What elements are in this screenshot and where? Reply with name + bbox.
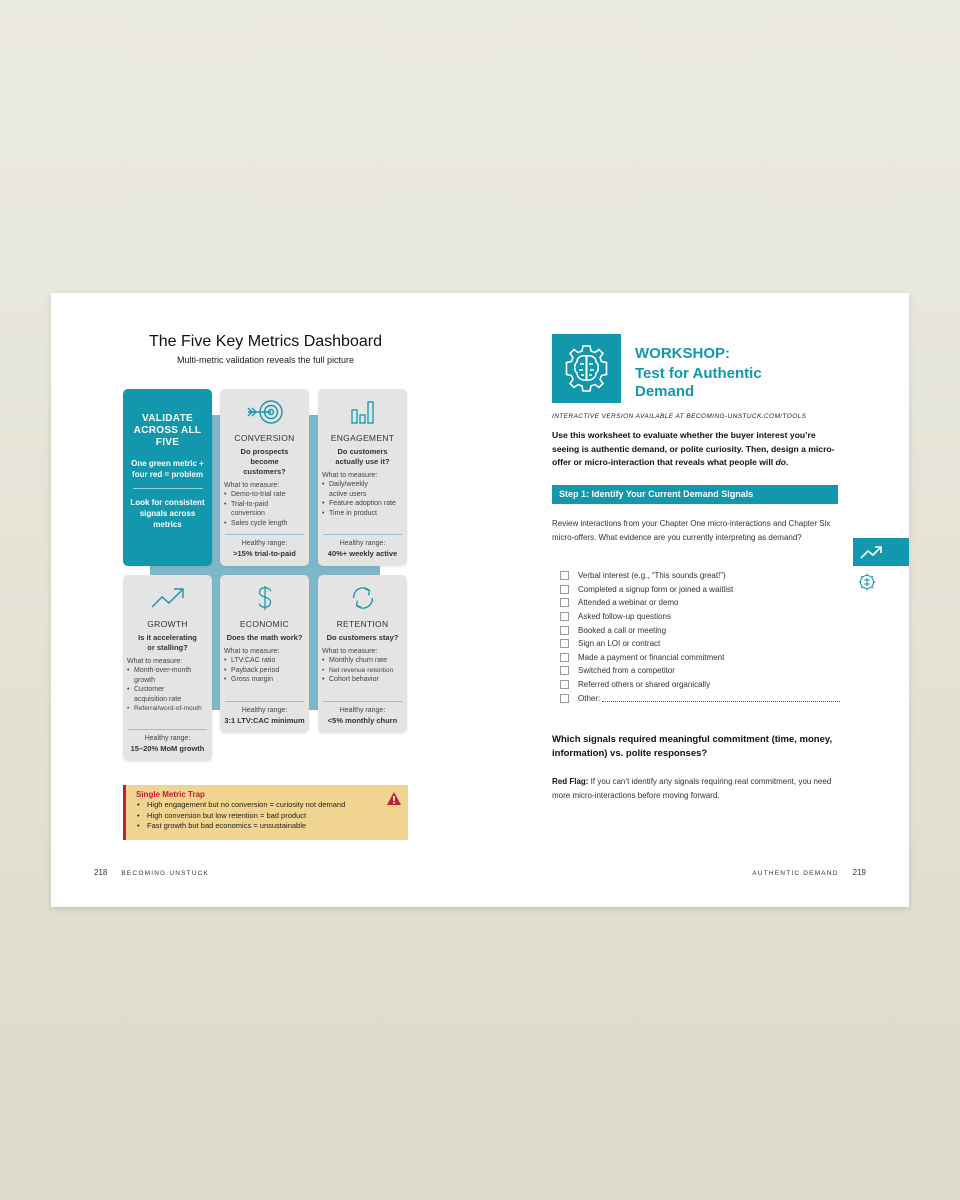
interactive-version-note: INTERACTIVE VERSION AVAILABLE AT BECOMING-UNSTUCK.COM/TOOLS bbox=[552, 413, 807, 420]
measure-item: • Time in product bbox=[322, 509, 407, 519]
healthy-value: >15% trial-to-paid bbox=[233, 549, 296, 558]
target-icon bbox=[245, 399, 285, 425]
dashboard-subtitle: Multi-metric validation reveals the full picture bbox=[176, 355, 355, 365]
running-head: BECOMING UNSTUCK bbox=[121, 870, 210, 877]
running-head: AUTHENTIC DEMAND bbox=[752, 870, 839, 877]
metric-name: CONVERSION bbox=[234, 433, 295, 443]
page-number: 218 bbox=[94, 868, 108, 877]
checkbox[interactable] bbox=[560, 571, 569, 580]
checklist-item[interactable] bbox=[560, 623, 840, 637]
trending-up-icon bbox=[150, 585, 186, 611]
checkbox[interactable] bbox=[560, 598, 569, 607]
checkbox[interactable] bbox=[560, 680, 569, 689]
measure-item: • Monthly churn rate bbox=[322, 656, 407, 666]
measure-item: • Feature adoption rate bbox=[322, 499, 407, 509]
checklist-label: Other: bbox=[578, 693, 601, 703]
measure-item: • Gross margin bbox=[224, 675, 309, 685]
measure-item: • Demo-to-trial rate bbox=[224, 490, 309, 500]
measure-list bbox=[224, 656, 309, 685]
divider bbox=[225, 701, 304, 702]
validate-line2: Look for consistent signals across metrics bbox=[130, 498, 205, 529]
metric-card-economic bbox=[220, 575, 309, 733]
checklist-label: Sign an LOI or contract bbox=[578, 639, 661, 649]
divider bbox=[323, 534, 402, 535]
red-flag-label: Red Flag: bbox=[552, 777, 589, 786]
healthy-value: 15–20% MoM growth bbox=[130, 744, 205, 753]
validate-heading: VALIDATE ACROSS ALL FIVE bbox=[133, 413, 202, 448]
left-page bbox=[51, 293, 480, 907]
dollar-icon bbox=[255, 585, 275, 611]
demand-signal-checklist bbox=[560, 569, 840, 705]
divider bbox=[128, 729, 207, 730]
validate-line1: One green metric + four red = problem bbox=[131, 459, 204, 479]
measure-item: • Sales cycle length bbox=[224, 519, 309, 529]
measure-item: • Net revenue retention bbox=[322, 666, 407, 676]
trending-up-icon bbox=[857, 538, 887, 566]
checklist-item[interactable] bbox=[560, 637, 840, 651]
checkbox[interactable] bbox=[560, 653, 569, 662]
measure-item: • Payback period bbox=[224, 666, 309, 676]
left-folio bbox=[94, 868, 223, 877]
metric-question: Do customers stay? bbox=[326, 633, 399, 642]
checklist-label: Switched from a competitor bbox=[578, 666, 675, 676]
checkbox[interactable] bbox=[560, 639, 569, 648]
healthy-label: Healthy range: bbox=[144, 735, 191, 742]
healthy-value: 3:1 LTV:CAC minimum bbox=[224, 716, 305, 725]
checklist-item[interactable] bbox=[560, 610, 840, 624]
measure-label: What to measure: bbox=[127, 658, 183, 665]
checklist-item[interactable] bbox=[560, 678, 840, 692]
measure-item: • Daily/weekly active users bbox=[322, 480, 374, 499]
healthy-range bbox=[318, 534, 407, 558]
intro-text: Use this worksheet to evaluate whether the buyer interest you’re seeing is authentic demand, or polite curiosity. Then, design a micro-offer or micro-interaction that reveals what people will bbox=[552, 430, 835, 467]
dashboard-title: The Five Key Metrics Dashboard bbox=[149, 333, 382, 350]
metric-question: Do customers actually use it? bbox=[335, 447, 390, 466]
healthy-value: 40%+ weekly active bbox=[327, 549, 398, 558]
checklist-label: Asked follow-up questions bbox=[578, 612, 671, 622]
checklist-item[interactable] bbox=[560, 651, 840, 665]
metric-name: RETENTION bbox=[336, 619, 389, 629]
measure-item: • Month-over-month growth bbox=[127, 666, 197, 685]
measure-label: What to measure: bbox=[322, 472, 378, 479]
metric-name: ECONOMIC bbox=[239, 619, 290, 629]
checklist-label: Completed a signup form or joined a waitlist bbox=[578, 584, 734, 594]
checkbox[interactable] bbox=[560, 612, 569, 621]
book-spread bbox=[51, 293, 909, 907]
metric-question: Does the math work? bbox=[226, 633, 303, 642]
checklist-item[interactable] bbox=[560, 664, 840, 678]
checklist-label: Booked a call or meeting bbox=[578, 625, 667, 635]
healthy-range bbox=[318, 701, 407, 725]
metric-question: Do prospects become customers? bbox=[240, 447, 289, 476]
validate-divider bbox=[133, 488, 203, 489]
checklist-label: Referred others or shared organically bbox=[578, 680, 711, 690]
other-fill-line[interactable] bbox=[602, 694, 840, 702]
trap-item: • Fast growth but bad economics = unsustainable bbox=[136, 821, 408, 832]
intro-end: . bbox=[785, 457, 789, 467]
measure-item: • Cohort behavior bbox=[322, 675, 407, 685]
workshop-label: WORKSHOP: bbox=[635, 345, 730, 362]
metric-card-retention bbox=[318, 575, 407, 733]
healthy-range bbox=[123, 729, 212, 753]
review-instructions: Review interactions from your Chapter One micro-interactions and Chapter Six micro-offers. What evidence are you currently interpreting as demand? bbox=[552, 519, 831, 542]
warning-icon bbox=[386, 791, 402, 806]
workshop-icon-box bbox=[552, 334, 621, 403]
measure-label: What to measure: bbox=[224, 482, 280, 489]
metric-name: ENGAGEMENT bbox=[330, 433, 395, 443]
red-flag-text: If you can’t identify any signals requiring real commitment, you need more micro-interactions before moving forward. bbox=[552, 777, 832, 800]
healthy-label: Healthy range: bbox=[339, 707, 386, 714]
checkbox[interactable] bbox=[560, 694, 569, 703]
bar-chart-icon bbox=[348, 399, 378, 425]
trap-item: • High conversion but low retention = bad product bbox=[136, 811, 408, 822]
section-tab-metrics[interactable] bbox=[853, 538, 909, 566]
healthy-label: Healthy range: bbox=[241, 540, 288, 547]
measure-item: • Trial-to-paid conversion bbox=[224, 500, 284, 519]
measure-list bbox=[322, 656, 407, 685]
red-flag-note bbox=[552, 775, 842, 802]
right-folio bbox=[738, 868, 866, 877]
metric-name: GROWTH bbox=[147, 619, 188, 629]
workshop-heading bbox=[635, 345, 785, 401]
metric-card-engagement bbox=[318, 389, 407, 566]
gear-brain-tab-icon[interactable] bbox=[857, 572, 877, 592]
trap-item: • High engagement but no conversion = curiosity not demand bbox=[136, 800, 408, 811]
trap-title: Single Metric Trap bbox=[136, 790, 205, 799]
measure-list bbox=[224, 490, 309, 528]
measure-label: What to measure: bbox=[322, 648, 378, 655]
checklist-item-other[interactable] bbox=[560, 691, 840, 705]
measure-item: • Customer acquisition rate bbox=[127, 685, 187, 704]
brain-gear-icon bbox=[552, 334, 621, 403]
intro-emphasis: do bbox=[775, 457, 786, 467]
measure-list bbox=[322, 480, 407, 518]
checkbox[interactable] bbox=[560, 585, 569, 594]
checklist-label: Attended a webinar or demo bbox=[578, 598, 679, 608]
single-metric-trap-callout bbox=[123, 785, 408, 840]
refresh-icon bbox=[348, 585, 378, 611]
checklist-item[interactable] bbox=[560, 596, 840, 610]
workshop-title: Test for Authentic Demand bbox=[635, 365, 762, 400]
measure-item: • Referral/word-of-mouth bbox=[127, 704, 212, 714]
metric-card-conversion bbox=[220, 389, 309, 566]
healthy-range bbox=[220, 534, 309, 558]
checklist-label: Made a payment or financial commitment bbox=[578, 652, 725, 662]
step-1-heading: Step 1: Identify Your Current Demand Signals bbox=[552, 485, 838, 504]
checkbox[interactable] bbox=[560, 666, 569, 675]
metric-card-growth bbox=[123, 575, 212, 761]
page-number: 219 bbox=[852, 868, 866, 877]
workshop-intro bbox=[552, 429, 842, 470]
checklist-label: Verbal interest (e.g., “This sounds great!”) bbox=[578, 571, 726, 581]
trap-list bbox=[136, 800, 408, 832]
healthy-label: Healthy range: bbox=[241, 707, 288, 714]
validate-card bbox=[123, 389, 212, 566]
healthy-range bbox=[220, 701, 309, 725]
divider bbox=[225, 534, 304, 535]
healthy-value: <5% monthly churn bbox=[327, 716, 398, 725]
measure-label: What to measure: bbox=[224, 648, 280, 655]
checklist-item[interactable] bbox=[560, 569, 840, 583]
divider bbox=[323, 701, 402, 702]
healthy-label: Healthy range: bbox=[339, 540, 386, 547]
metric-question: Is it accelerating or stalling? bbox=[138, 633, 197, 652]
right-page bbox=[480, 293, 909, 907]
checklist-item[interactable] bbox=[560, 583, 840, 597]
commitment-question: Which signals required meaningful commitment (time, money, information) vs. polite responses? bbox=[552, 734, 833, 759]
measure-list bbox=[127, 666, 212, 714]
measure-item: • LTV:CAC ratio bbox=[224, 656, 309, 666]
checkbox[interactable] bbox=[560, 626, 569, 635]
